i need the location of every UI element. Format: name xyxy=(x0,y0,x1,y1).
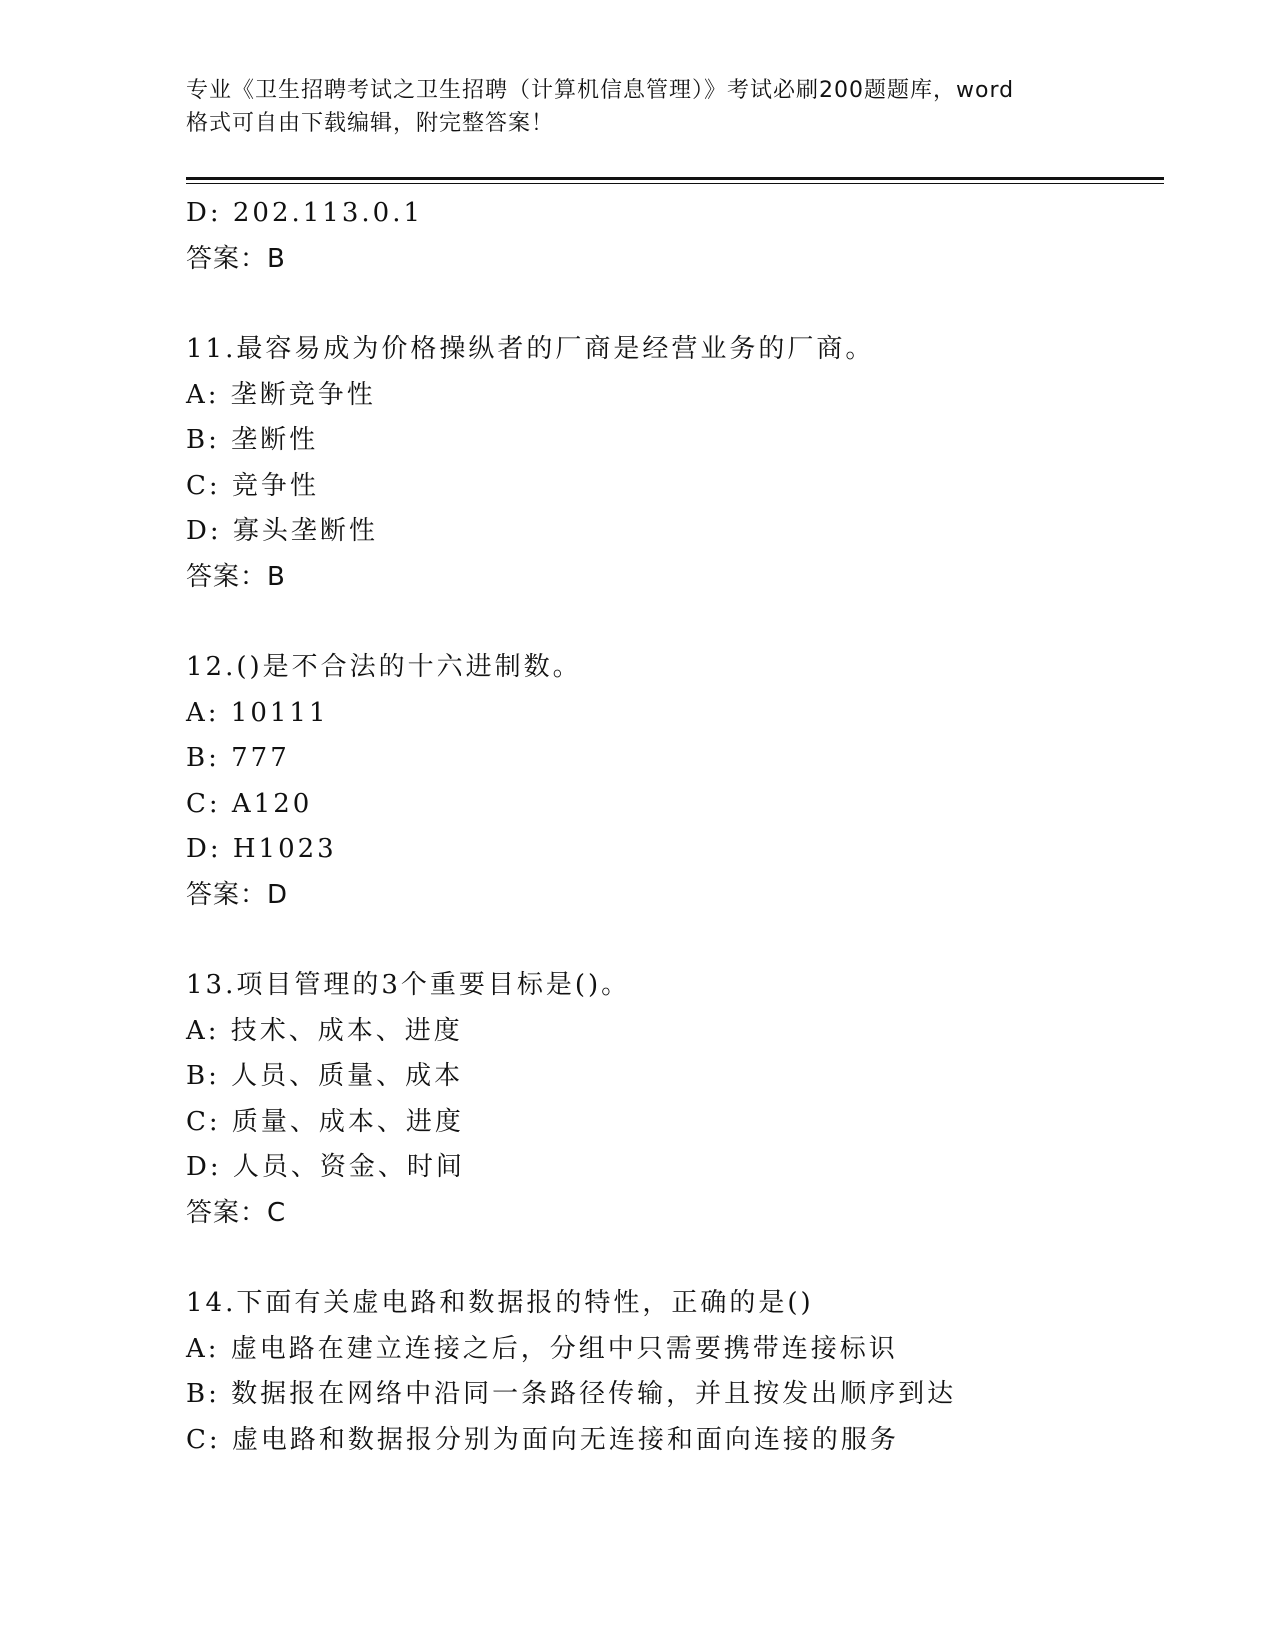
answer-label: 答案： xyxy=(186,879,268,910)
header-line-1: 专业《卫生招聘考试之卫生招聘（计算机信息管理）》考试必刷200题题库，word xyxy=(186,78,1015,103)
question-stem: 11.最容易成为价格操纵者的厂商是经营业务的厂商。 xyxy=(186,334,875,364)
answer-line xyxy=(186,237,1166,283)
option-d: D: 寡头垄断性 xyxy=(186,516,378,546)
option-d: D: 人员、资金、时间 xyxy=(186,1152,465,1182)
answer-label: 答案： xyxy=(186,243,268,274)
answer-label: 答案： xyxy=(186,1197,268,1228)
question-13 xyxy=(186,963,1166,1236)
option-b: B: 垄断性 xyxy=(186,425,319,455)
option-c: C: 质量、成本、进度 xyxy=(186,1106,464,1137)
header-divider-thin xyxy=(186,183,1164,184)
answer-line xyxy=(186,873,1166,919)
option-a: A: 技术、成本、进度 xyxy=(186,1015,463,1046)
question-11 xyxy=(186,327,1166,600)
option-b: B: 777 xyxy=(186,743,290,773)
option-a: A: 垄断竞争性 xyxy=(186,379,376,410)
option-c: C: 虚电路和数据报分别为面向无连接和面向连接的服务 xyxy=(186,1424,899,1455)
answer-label: 答案： xyxy=(186,561,268,592)
answer-value: D xyxy=(267,879,289,910)
question-list xyxy=(186,191,1166,1463)
document-header xyxy=(186,74,1106,140)
option-b: B: 数据报在网络中沿同一条路径传输，并且按发出顺序到达 xyxy=(186,1379,957,1409)
option-c: C: A120 xyxy=(186,788,313,819)
question-stem: 13.项目管理的3个重要目标是()。 xyxy=(186,970,631,1000)
question-10-tail xyxy=(186,191,1166,282)
header-divider-thick xyxy=(186,177,1164,180)
question-stem: 12.()是不合法的十六进制数。 xyxy=(186,652,582,682)
header-line-2: 格式可自由下载编辑，附完整答案！ xyxy=(186,111,555,136)
answer-value: C xyxy=(267,1197,287,1228)
question-12 xyxy=(186,645,1166,918)
option-a: A: 10111 xyxy=(186,697,329,728)
question-14 xyxy=(186,1281,1166,1463)
option-d: D: 202.113.0.1 xyxy=(186,198,423,228)
answer-line xyxy=(186,555,1166,601)
question-stem: 14.下面有关虚电路和数据报的特性，正确的是() xyxy=(186,1288,814,1318)
answer-value: B xyxy=(267,243,286,274)
answer-line xyxy=(186,1191,1166,1237)
option-a: A: 虚电路在建立连接之后，分组中只需要携带连接标识 xyxy=(186,1333,898,1364)
option-c: C: 竞争性 xyxy=(186,470,319,501)
option-d: D: H1023 xyxy=(186,834,337,864)
answer-value: B xyxy=(267,561,286,592)
option-b: B: 人员、质量、成本 xyxy=(186,1061,464,1091)
